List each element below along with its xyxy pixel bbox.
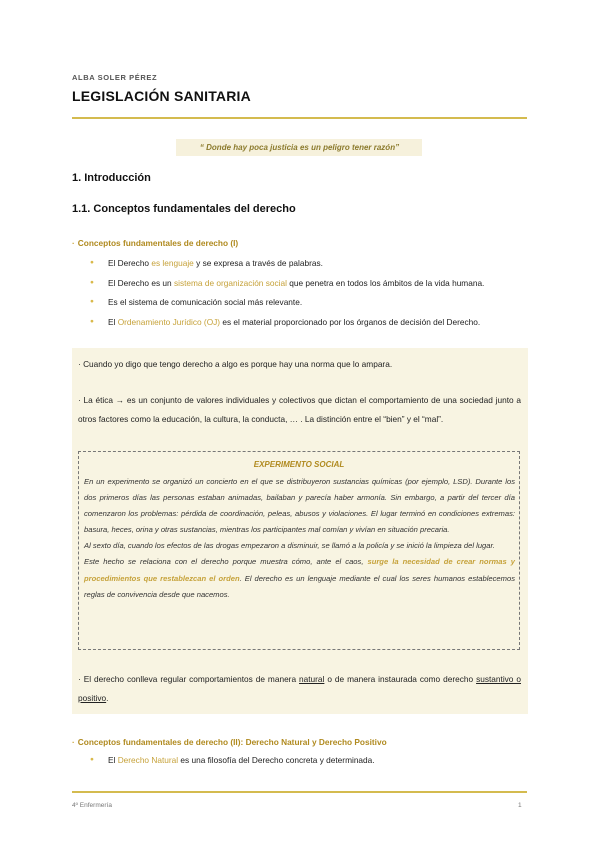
panel-paragraph-1: · Cuando yo digo que tengo derecho a algo es porque hay una norma que lo ampara. <box>78 359 393 369</box>
document-title: LEGISLACIÓN SANITARIA <box>72 88 251 104</box>
experiment-paragraph: Este hecho se relaciona con el derecho porque muestra cómo, ante el caos, surge la necesidad de crear normas y procedimientos que restablezcan el orden. El derecho es un lenguaje mediante el cual los seres humanos establecemos reglas de convivencia desde que nacemos. <box>84 557 515 599</box>
author-name: ALBA SOLER PÉREZ <box>72 73 158 82</box>
list-item: ● Es el sistema de comunicación social más relevante. <box>90 296 484 316</box>
experiment-paragraph: Al sexto día, cuando los efectos de las drogas empezaron a disminuir, se llamó a la policía y se inició la limpieza del lugar. <box>84 541 495 551</box>
list-item: ● El Derecho es un sistema de organización social que penetra en todos los ámbitos de la vida humana. <box>90 277 484 297</box>
bullet-dot-icon: · <box>72 737 75 747</box>
experiment-paragraph: En un experimento se organizó un concierto en el que se distribuyeron sustancias químicas (por ejemplo, LSD). Durante los dos primeros días las personas estaban animadas, bailaban y parecía haber armonía. Sin embargo, a partir del tercer día comenzaron los problemas: pérdida de coordinación, peleas, abusos y violaciones. El lugar terminó en condiciones extremas: basura, heces, orina y otras sustancias, mientras los participantes mal comían y vivían en situación precaria. <box>84 477 515 535</box>
list-item: ● El Ordenamiento Jurídico (OJ) es el material proporcionado por los órganos de decisión del Derecho. <box>90 316 484 336</box>
list-item: ● El Derecho es lenguaje y se expresa a través de palabras. <box>90 257 484 277</box>
section-heading-2: · Conceptos fundamentales de derecho (II): Derecho Natural y Derecho Positivo <box>72 737 387 747</box>
footer-divider <box>72 791 527 793</box>
bullet-list-1 <box>90 257 484 335</box>
bullet-list-2 <box>90 754 375 774</box>
section-heading-1: · Conceptos fundamentales de derecho (I) <box>72 238 239 248</box>
epigraph-quote: “ Donde hay poca justicia es un peligro tener razón” <box>199 143 400 152</box>
header-divider <box>72 117 527 119</box>
experiment-body <box>84 474 515 603</box>
heading-conceptos: 1.1. Conceptos fundamentales del derecho <box>72 203 296 215</box>
experiment-title: EXPERIMENTO SOCIAL <box>253 460 345 469</box>
page-number: 1 <box>518 802 522 809</box>
panel-paragraph-3: · El derecho conlleva regular comportamientos de manera natural o de manera instaurada como derecho sustantivo o positivo. <box>78 674 521 703</box>
heading-introduccion: 1. Introducción <box>72 172 151 184</box>
panel-paragraph-2: · La ética → es un conjunto de valores individuales y colectivos que dictan el comportamiento de una sociedad junto a otros factores como la educación, la cultura, la conducta, … . La distinción entre el “bien” y el “mal”. <box>78 395 521 424</box>
footer-course: 4º Enfermería <box>72 802 112 809</box>
list-item: ● El Derecho Natural es una filosofía del Derecho concreta y determinada. <box>90 754 375 774</box>
bullet-dot-icon: · <box>72 238 75 248</box>
